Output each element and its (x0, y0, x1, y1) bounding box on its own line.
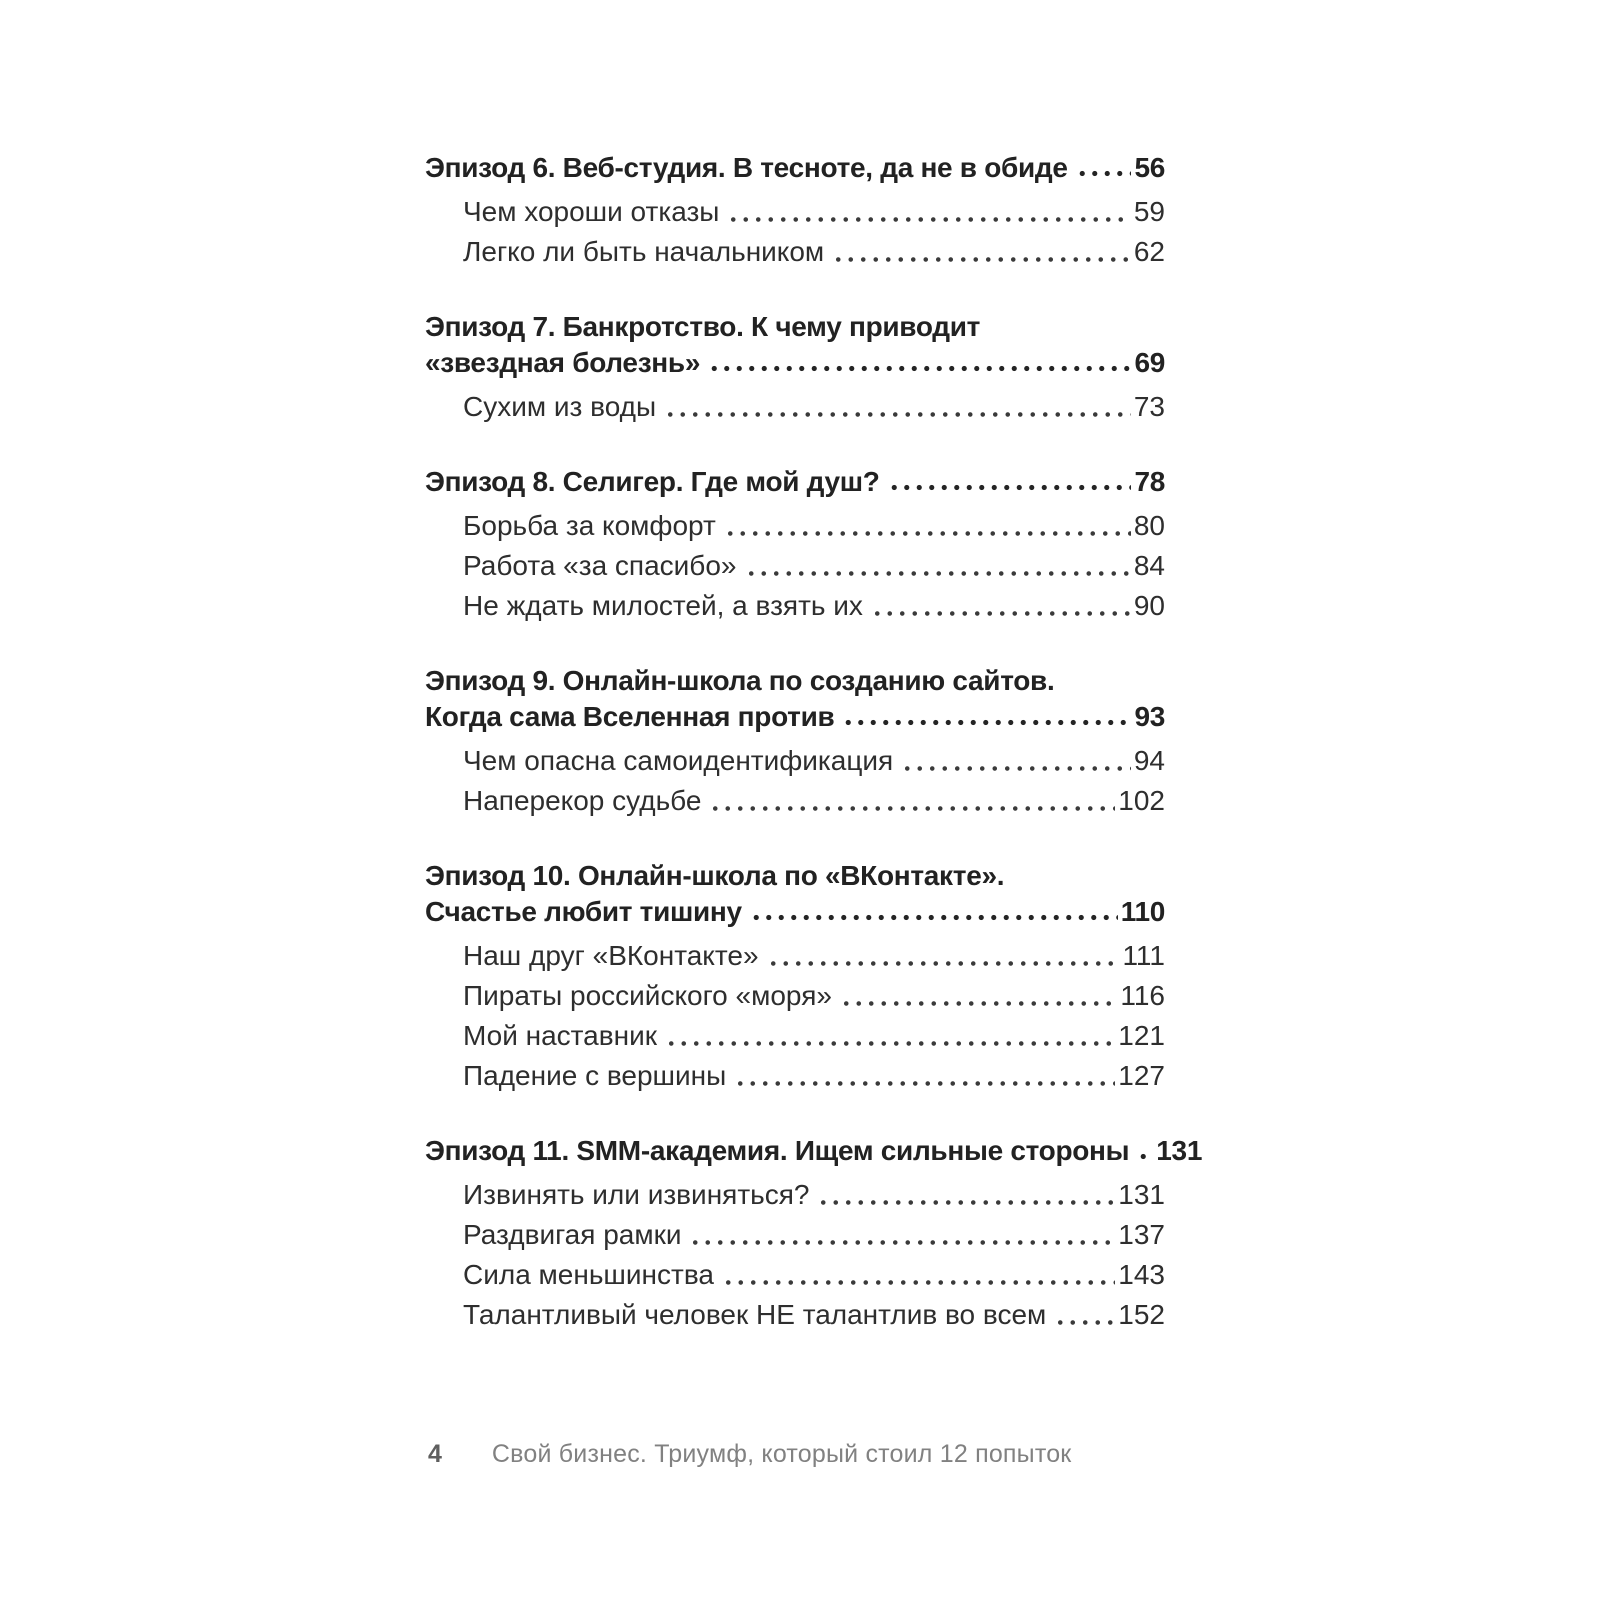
toc-entry-title-line: Эпизод 7. Банкротство. К чему приводит (425, 311, 981, 342)
dot-leader (662, 410, 1131, 419)
toc-entry-page-number: 93 (1134, 701, 1165, 732)
toc-entry-title-line: Эпизод 9. Онлайн-школа по созданию сайтов. (425, 665, 1055, 696)
toc-entry-page-number: 78 (1134, 466, 1165, 497)
toc-entry-title: Сила меньшинства (463, 1259, 714, 1290)
toc-entry-row (463, 506, 1165, 546)
toc-entry-page-number: 56 (1134, 152, 1165, 183)
toc-entry-title: Пираты российского «моря» (463, 980, 832, 1011)
toc-entry-page-number: 80 (1133, 510, 1165, 541)
toc-entry-title: Падение с вершины (463, 1060, 727, 1091)
page-footer (428, 1440, 1168, 1469)
dot-leader (732, 1079, 1115, 1088)
toc-entry-title: Мой наставник (463, 1020, 657, 1051)
toc-entry (425, 309, 1165, 381)
toc-entry-title: Эпизод 11. SMM-академия. Ищем сильные стороны (425, 1135, 1130, 1166)
toc-entry-row (425, 345, 1165, 381)
footer-book-title: Свой бизнес. Триумф, который стоил 12 попыток (491, 1440, 1072, 1468)
dot-leader (707, 804, 1115, 813)
toc-entry-title: Талантливый человек НЕ талантлив во всем (463, 1299, 1047, 1330)
toc-entry-row (463, 1295, 1165, 1335)
dot-leader (869, 609, 1131, 618)
toc-entry-row (463, 1016, 1165, 1056)
toc-entry-page-number: 102 (1118, 785, 1165, 816)
toc-entry-title: Сухим из воды (463, 391, 657, 422)
toc-entry-row (463, 1255, 1165, 1295)
toc-entry (425, 150, 1165, 186)
toc-entry-page-number: 94 (1133, 745, 1165, 776)
toc-entry (425, 1016, 1165, 1056)
toc-entry-title: Наперекор судьбе (463, 785, 702, 816)
toc-entry-page-number: 111 (1122, 940, 1165, 971)
toc-entry-row (463, 1215, 1165, 1255)
toc-entry (425, 192, 1165, 232)
dot-leader (838, 999, 1117, 1008)
toc-entry (425, 663, 1165, 735)
toc-entry-page-number: 59 (1133, 196, 1165, 227)
toc-entry-page-number: 121 (1118, 1020, 1165, 1051)
toc-entry-title: Чем опасна самоидентификация (463, 745, 894, 776)
dot-leader (748, 913, 1118, 922)
dot-leader (743, 569, 1131, 578)
toc-entry-page-number: 62 (1133, 236, 1165, 267)
toc-entry-row (425, 464, 1165, 500)
dot-leader (663, 1039, 1115, 1048)
toc-entry-row (463, 976, 1165, 1016)
toc-entry-page-number: 131 (1118, 1179, 1165, 1210)
toc-entry-title: Не ждать милостей, а взять их (463, 590, 863, 621)
toc-entry-title: Чем хороши отказы (463, 196, 720, 227)
toc-entry-page-number: 90 (1133, 590, 1165, 621)
dot-leader (765, 959, 1120, 968)
toc-entry (425, 936, 1165, 976)
toc-entry-row (463, 1056, 1165, 1096)
toc-entry-page-number: 137 (1118, 1219, 1165, 1250)
toc-entry-row (425, 894, 1165, 930)
toc-entry-title: Когда сама Вселенная против (425, 701, 835, 732)
toc-entry-title: Счастье любит тишину (425, 896, 742, 927)
toc-entry-row (463, 741, 1165, 781)
footer-page-number: 4 (428, 1440, 442, 1468)
toc-entry (425, 232, 1165, 272)
toc-entry-page-number: 73 (1133, 391, 1165, 422)
toc-entry (425, 858, 1165, 930)
dot-leader (899, 764, 1131, 773)
toc-entry-title: Извинять или извиняться? (463, 1179, 810, 1210)
toc-entry-title: Наш друг «ВКонтакте» (463, 940, 759, 971)
toc-entry-page-number: 152 (1118, 1299, 1165, 1330)
toc-entry-row (463, 387, 1165, 427)
dot-leader (886, 483, 1132, 492)
toc-entry (425, 1056, 1165, 1096)
toc-entry-row (425, 150, 1165, 186)
toc-entry (425, 1175, 1165, 1215)
toc-entry-row (463, 546, 1165, 586)
toc-entry-page-number: 110 (1120, 896, 1165, 927)
toc-entry-title: Легко ли быть начальником (463, 236, 825, 267)
dot-leader (687, 1238, 1115, 1247)
toc-entry (425, 781, 1165, 821)
toc-entry (425, 1295, 1165, 1335)
dot-leader (815, 1198, 1115, 1207)
toc-entry-row (463, 1175, 1165, 1215)
toc-entry (425, 387, 1165, 427)
toc-entry-page-number: 143 (1118, 1259, 1165, 1290)
toc-entry-page-number: 127 (1118, 1060, 1165, 1091)
toc-entry-title: «звездная болезнь» (425, 347, 701, 378)
toc-entry (425, 1133, 1203, 1169)
toc-list (425, 150, 1203, 1335)
toc-entry-title: Эпизод 8. Селигер. Где мой душ? (425, 466, 880, 497)
dot-leader (720, 1278, 1115, 1287)
toc-entry (425, 976, 1165, 1016)
toc-entry-title-line: Эпизод 10. Онлайн-школа по «ВКонтакте». (425, 860, 1005, 891)
toc-entry (425, 741, 1165, 781)
toc-entry (425, 1215, 1165, 1255)
dot-leader (725, 215, 1130, 224)
toc-entry-title: Эпизод 6. Веб-студия. В тесноте, да не в обиде (425, 152, 1068, 183)
dot-leader (840, 718, 1131, 727)
toc-entry-row (463, 232, 1165, 272)
toc-entry (425, 586, 1165, 626)
toc-entry-page-number: 69 (1134, 347, 1165, 378)
toc-entry-page-number: 116 (1120, 980, 1165, 1011)
toc-entry (425, 1255, 1165, 1295)
toc-entry-row (463, 586, 1165, 626)
toc-entry-row (425, 699, 1165, 735)
toc-entry-row (463, 936, 1165, 976)
dot-leader (722, 529, 1131, 538)
toc-entry-title: Работа «за спасибо» (463, 550, 737, 581)
toc-entry (425, 464, 1165, 500)
toc-entry (425, 546, 1165, 586)
toc-entry-page-number: 131 (1156, 1135, 1203, 1166)
toc-entry-title: Борьба за комфорт (463, 510, 716, 541)
dot-leader (1135, 1152, 1153, 1161)
toc-entry (425, 506, 1165, 546)
toc-entry-row (463, 192, 1165, 232)
dot-leader (1052, 1318, 1115, 1327)
toc-entry-page-number: 84 (1133, 550, 1165, 581)
dot-leader (706, 364, 1131, 373)
toc-entry-row (463, 781, 1165, 821)
dot-leader (1074, 169, 1132, 178)
toc-entry-title: Раздвигая рамки (463, 1219, 682, 1250)
toc-entry-row (425, 1133, 1203, 1169)
dot-leader (830, 255, 1131, 264)
